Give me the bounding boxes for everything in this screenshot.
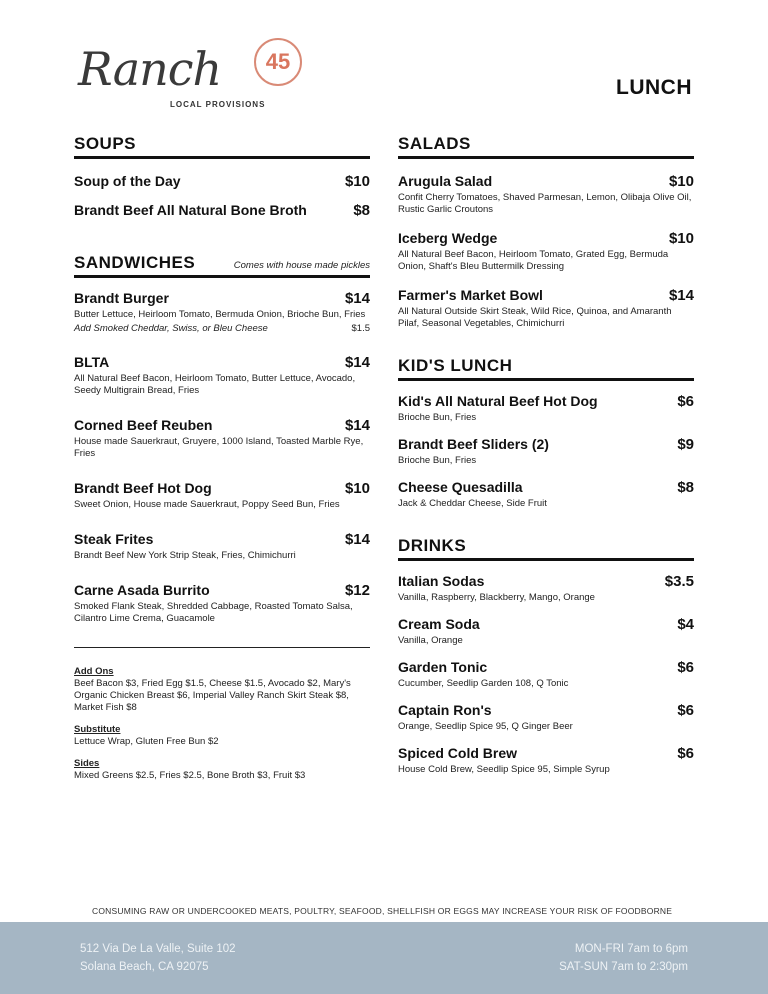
section-title: SANDWICHES (74, 253, 196, 272)
item-description: House made Sauerkraut, Gruyere, 1000 Island, Toasted Marble Rye, Fries (74, 436, 364, 459)
item-name: Cheese Quesadilla (398, 479, 523, 495)
item-price: $10 (344, 480, 370, 497)
item-description: Jack & Cheddar Cheese, Side Fruit (398, 498, 547, 509)
menu-item (398, 659, 694, 690)
item-price: $14 (668, 287, 694, 304)
item-description: Vanilla, Raspberry, Blackberry, Mango, Orange (398, 592, 595, 603)
address-line-2: Solana Beach, CA 92075 (80, 961, 209, 973)
right-column (398, 134, 694, 776)
section-title: SALADS (398, 134, 471, 153)
extras-section (74, 666, 370, 782)
item-description: Brioche Bun, Fries (398, 455, 477, 466)
salads-section (398, 134, 694, 330)
addons-heading: Add Ons (74, 666, 114, 677)
left-column (74, 134, 370, 782)
menu-item (398, 479, 694, 510)
menu-item (74, 417, 370, 460)
menu-item (398, 393, 694, 424)
item-price: $9 (677, 436, 694, 453)
address (80, 940, 236, 976)
item-description: House Cold Brew, Seedlip Spice 95, Simple Syrup (398, 764, 610, 775)
section-title: DRINKS (398, 536, 467, 555)
section-header (398, 134, 694, 159)
item-price: $4 (677, 616, 694, 633)
menu-item (398, 173, 694, 216)
sides-heading: Sides (74, 758, 100, 769)
item-description: All Natural Beef Bacon, Heirloom Tomato, Grated Egg, Bermuda Onion, Shaft's Bleu Buttermilk Dressing (398, 249, 669, 272)
section-header (398, 356, 694, 381)
hours-weekday: MON-FRI 7am to 6pm (574, 943, 688, 955)
item-price: $10 (668, 173, 694, 190)
item-name: Brandt Burger (74, 290, 169, 306)
soups-section (74, 134, 370, 219)
substitute-heading: Substitute (74, 724, 121, 735)
menu-item (74, 480, 370, 511)
menu-title: LUNCH (616, 76, 692, 99)
hours (559, 940, 688, 976)
section-title: KID'S LUNCH (398, 356, 513, 375)
drinks-section (398, 536, 694, 776)
logo-number-badge: 45 (254, 38, 302, 86)
menu-item (74, 290, 370, 334)
section-note: Comes with house made pickles (233, 260, 370, 271)
item-name: Captain Ron's (398, 702, 492, 718)
address-line-1: 512 Via De La Valle, Suite 102 (80, 943, 236, 955)
item-price: $3.5 (664, 573, 694, 590)
substitute-text: Lettuce Wrap, Gluten Free Bun $2 (74, 736, 219, 747)
item-description: Vanilla, Orange (398, 635, 463, 646)
item-name: Kid's All Natural Beef Hot Dog (398, 393, 598, 409)
item-name: Brandt Beef Hot Dog (74, 480, 212, 496)
menu-item (74, 173, 370, 190)
item-price: $6 (677, 702, 694, 719)
item-description: All Natural Beef Bacon, Heirloom Tomato, Butter Lettuce, Avocado, Seedy Multigrain Bread, Fries (74, 373, 356, 396)
item-price: $14 (344, 531, 370, 548)
menu-item (398, 287, 694, 330)
item-name: Carne Asada Burrito (74, 582, 210, 598)
item-price: $6 (677, 393, 694, 410)
item-description: All Natural Outside Skirt Steak, Wild Rice, Quinoa, and Amaranth Pilaf, Seasonal Vegetables, Chimichurri (398, 306, 672, 329)
menu-item (398, 573, 694, 604)
item-name: BLTA (74, 354, 110, 370)
menu-item (74, 531, 370, 562)
item-description: Orange, Seedlip Spice 95, Q Ginger Beer (398, 721, 573, 732)
sandwiches-section (74, 253, 370, 625)
item-price: $10 (344, 173, 370, 190)
menu-item (74, 202, 370, 219)
menu-item (398, 436, 694, 467)
item-price: $8 (677, 479, 694, 496)
item-description: Cucumber, Seedlip Garden 108, Q Tonic (398, 678, 569, 689)
item-name: Garden Tonic (398, 659, 488, 675)
item-description: Sweet Onion, House made Sauerkraut, Poppy Seed Bun, Fries (74, 499, 340, 510)
footer (0, 922, 768, 994)
item-price: $6 (677, 745, 694, 762)
item-name: Spiced Cold Brew (398, 745, 518, 761)
addon-text: Add Smoked Cheddar, Swiss, or Bleu Cheese (74, 323, 268, 334)
logo-tagline: LOCAL PROVISIONS (170, 100, 266, 109)
kids-section (398, 356, 694, 510)
item-name: Brandt Beef All Natural Bone Broth (74, 202, 307, 218)
divider (74, 647, 370, 648)
item-name: Corned Beef Reuben (74, 417, 213, 433)
menu-item (398, 702, 694, 733)
section-header (398, 536, 694, 561)
item-name: Italian Sodas (398, 573, 485, 589)
item-price: $14 (344, 290, 370, 307)
item-name: Iceberg Wedge (398, 230, 498, 246)
item-name: Arugula Salad (398, 173, 493, 189)
item-name: Steak Frites (74, 531, 154, 547)
menu-item (398, 616, 694, 647)
section-title: SOUPS (74, 134, 137, 153)
item-price: $14 (344, 354, 370, 371)
item-price: $6 (677, 659, 694, 676)
item-price: $8 (353, 202, 370, 219)
food-safety-disclaimer: CONSUMING RAW OR UNDERCOOKED MEATS, POULTRY, SEAFOOD, SHELLFISH OR EGGS MAY INCREASE YOUR RISK OF FOODBORNE (92, 906, 673, 916)
menu-item (74, 354, 370, 397)
sides-text: Mixed Greens $2.5, Fries $2.5, Bone Broth $3, Fruit $3 (74, 770, 306, 781)
item-description: Brandt Beef New York Strip Steak, Fries, Chimichurri (74, 550, 296, 561)
item-description: Smoked Flank Steak, Shredded Cabbage, Roasted Tomato Salsa, Cilantro Lime Crema, Guacamole (74, 601, 353, 624)
section-header (74, 253, 370, 278)
addons-text: Beef Bacon $3, Fried Egg $1.5, Cheese $1.5, Avocado $2, Mary's Organic Chicken Breast $6, Imperial Valley Ranch Skirt Steak $8, Market Fish $8 (74, 678, 351, 713)
item-price: $14 (344, 417, 370, 434)
item-name: Soup of the Day (74, 173, 181, 189)
brand-logo (78, 36, 308, 116)
item-name: Brandt Beef Sliders (2) (398, 436, 549, 452)
item-description: Confit Cherry Tomatoes, Shaved Parmesan, Lemon, Olibaja Olive Oil, Rustic Garlic Croutons (398, 192, 692, 215)
item-name: Cream Soda (398, 616, 480, 632)
item-description: Brioche Bun, Fries (398, 412, 477, 423)
menu-item (398, 745, 694, 776)
section-header (74, 134, 370, 159)
item-addon (74, 323, 370, 334)
item-name: Farmer's Market Bowl (398, 287, 543, 303)
item-price: $12 (344, 582, 370, 599)
logo-script: Ranch (78, 42, 222, 96)
hours-weekend: SAT-SUN 7am to 2:30pm (559, 961, 688, 973)
menu-item (398, 230, 694, 273)
item-description: Butter Lettuce, Heirloom Tomato, Bermuda Onion, Brioche Bun, Fries (74, 309, 366, 320)
item-price: $10 (668, 230, 694, 247)
menu-item (74, 582, 370, 625)
addon-price: $1.5 (351, 323, 370, 334)
